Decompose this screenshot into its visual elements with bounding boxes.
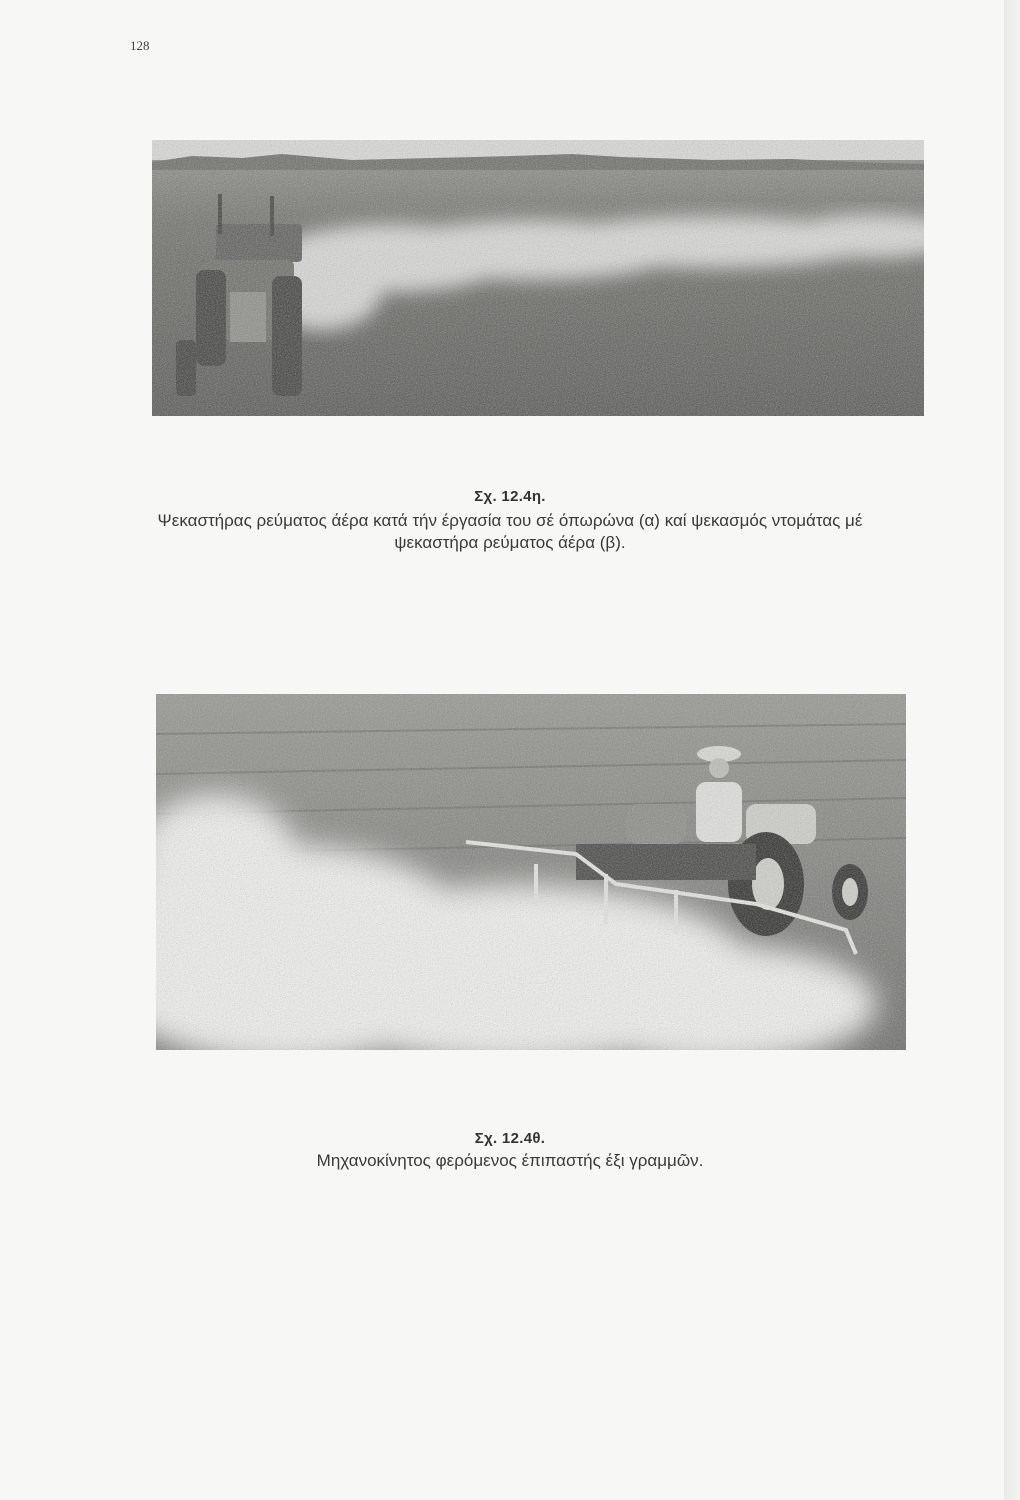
figure-label: Σχ. 12.4η. xyxy=(474,488,546,505)
photo-tractor-duster xyxy=(156,694,906,1050)
page-edge-shadow xyxy=(1004,0,1020,1500)
page-number: 128 xyxy=(130,38,150,53)
figure-caption-b xyxy=(0,1130,1020,1172)
figure-caption-a xyxy=(0,488,1020,554)
caption-text-line-2: ψεκαστήρα ρεύματος άέρα (β). xyxy=(394,533,626,552)
figure-label: Σχ. 12.4θ. xyxy=(474,1130,546,1147)
caption-text-line-1: Ψεκαστήρας ρεύματος άέρα κατά τήν έργασία του σέ όπωρώνα (α) καί ψεκασμός ντομάτας μέ xyxy=(157,511,863,530)
photo-air-blast-sprayer xyxy=(152,140,924,416)
caption-text-line-1: Μηχανοκίνητος φερόμενος έπιπαστής έξι γραμμῶν. xyxy=(316,1151,704,1170)
